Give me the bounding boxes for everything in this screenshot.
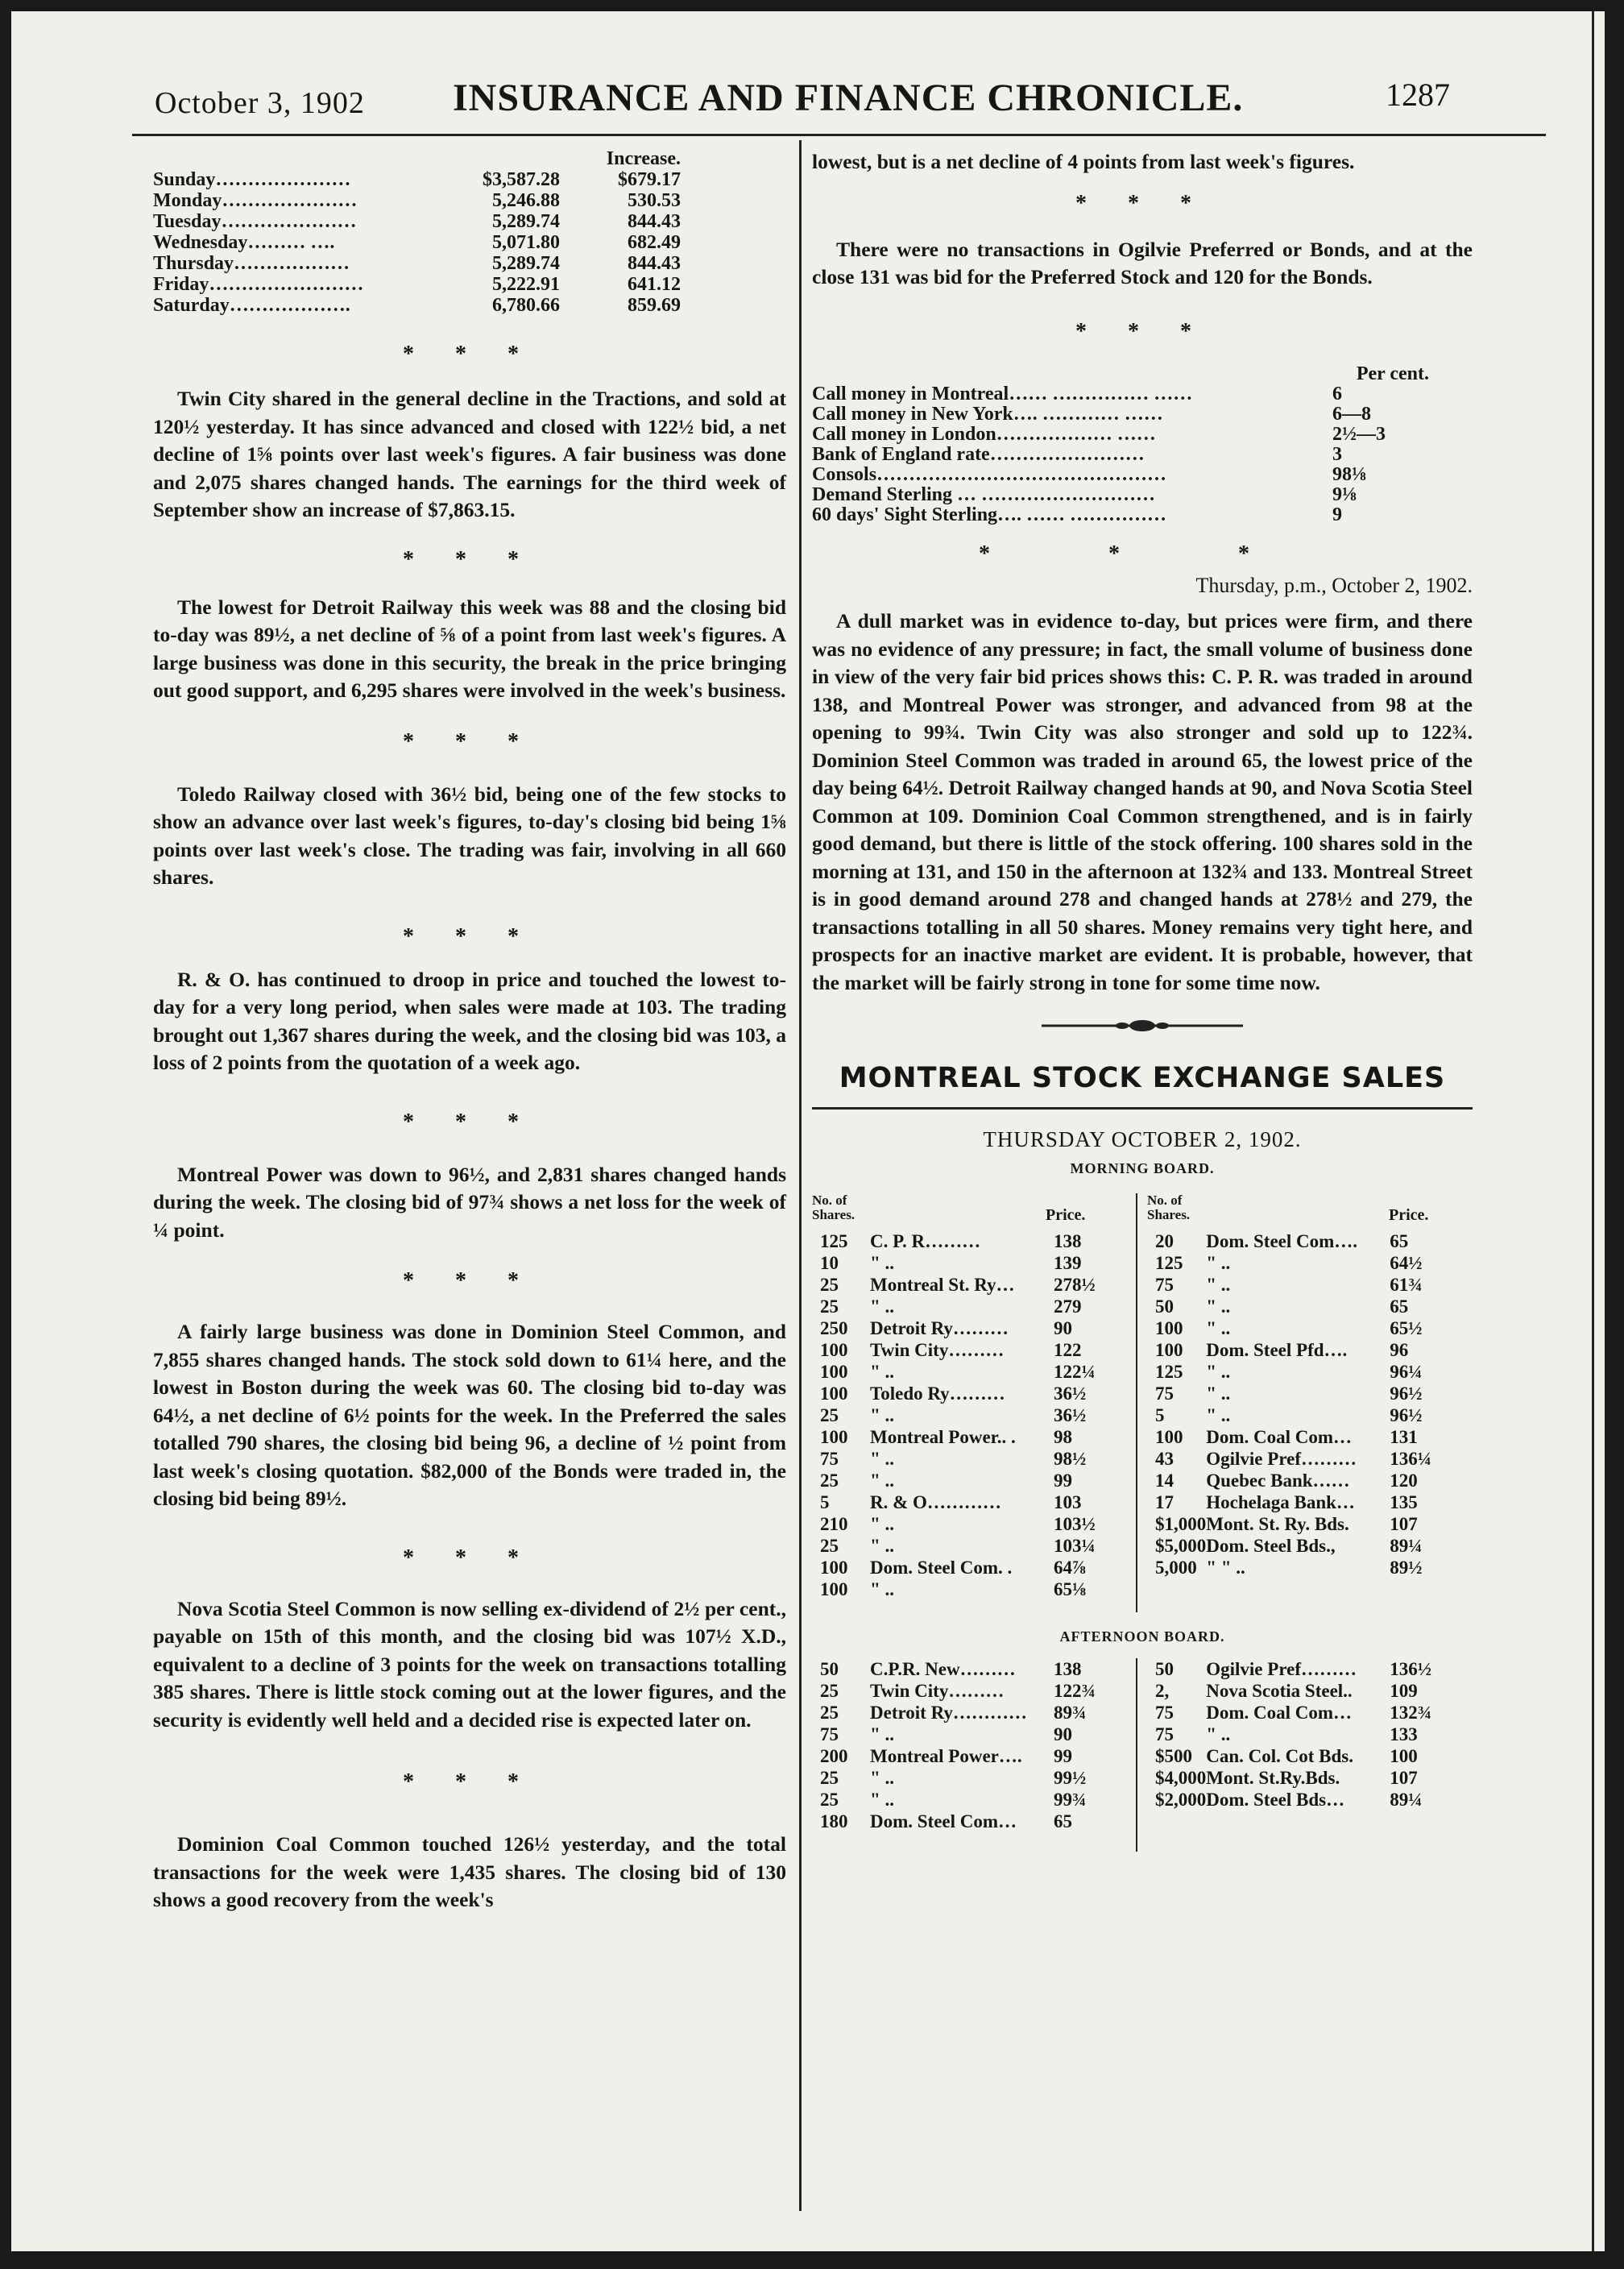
per-cent-header: Per cent.	[1356, 363, 1429, 384]
sale-row	[820, 1702, 1118, 1724]
sale-shares: 75	[1155, 1703, 1174, 1723]
sale-row	[820, 1767, 1118, 1789]
earnings-row: Friday…………………… 5,222.91 641.12	[153, 274, 681, 295]
rate-row: Demand Sterling … ……………………… 9⅛	[812, 483, 1357, 505]
sale-security: " ..	[870, 1470, 895, 1491]
sale-price: 122¼	[1054, 1362, 1096, 1382]
sale-shares: $5,000	[1155, 1536, 1207, 1556]
paragraph-detroit: The lowest for Detroit Railway this week was 88 and the closing bid to-day was 89½, a net decline of ⅝ of a point from last week's figures. A large business was done in this security, the break in the price bringing out good support, and 6,295 shares were involved in the week's business.	[153, 595, 786, 702]
section-divider: * * *	[1075, 318, 1209, 344]
sale-price: 96¼	[1390, 1362, 1423, 1382]
sale-security: Toledo Ry………	[870, 1383, 1005, 1404]
morning-right-sales	[1155, 1230, 1454, 1578]
newspaper-page	[11, 11, 1605, 2251]
sale-price: 64½	[1390, 1253, 1423, 1273]
sale-shares: 25	[820, 1681, 839, 1701]
sale-shares: 75	[1155, 1383, 1174, 1404]
sale-shares: 75	[1155, 1275, 1174, 1295]
sale-row	[1155, 1745, 1454, 1767]
paragraph-montreal-power: Montreal Power was down to 96½, and 2,831 shares changed hands during the week. The closing bid of 97¾ shows a net loss for the week of ¼ point.	[153, 1162, 786, 1242]
sale-price: 36½	[1054, 1405, 1087, 1425]
sale-security: " ..	[870, 1724, 895, 1744]
sale-row	[820, 1680, 1118, 1702]
sale-security: " ..	[870, 1362, 895, 1382]
sale-row	[1155, 1491, 1454, 1513]
sale-shares: 20	[1155, 1231, 1174, 1251]
sale-price: 65½	[1390, 1318, 1423, 1338]
sale-shares: 75	[820, 1724, 839, 1744]
sale-row	[820, 1448, 1118, 1470]
morning-left-sales	[820, 1230, 1118, 1600]
sale-row	[1155, 1252, 1454, 1274]
sale-row	[820, 1491, 1118, 1513]
sale-shares: 100	[1155, 1340, 1183, 1360]
sale-shares: 2,	[1155, 1681, 1170, 1701]
sale-row	[1155, 1426, 1454, 1448]
sale-price: 131	[1390, 1427, 1418, 1447]
sale-security: " ..	[1206, 1318, 1231, 1338]
sale-price: 98	[1054, 1427, 1072, 1447]
sale-security: " ..	[1206, 1362, 1231, 1382]
sale-shares: $500	[1155, 1746, 1192, 1766]
section-divider: * * *	[403, 1109, 536, 1134]
sale-price: 109	[1390, 1681, 1418, 1701]
sale-row	[820, 1230, 1118, 1252]
sale-row	[1155, 1535, 1454, 1557]
sale-security: " ..	[870, 1790, 895, 1810]
sale-price: 90	[1054, 1318, 1072, 1338]
morning-left-table	[812, 1193, 1110, 1222]
sale-price: 99	[1054, 1746, 1072, 1766]
paragraph-nova-scotia: Nova Scotia Steel Common is now selling ex-dividend of 2½ per cent., payable on 15th of this month, and the closing bid was 107½ X.D., equivalent to a decline of 3 points for the week on transactions totalling 385 shares. There is little stock coming out at the lower figures, and the security is evidently well held and a decided rise is expected later on.	[153, 1596, 786, 1732]
section-divider: * * *	[403, 1769, 536, 1794]
sale-shares: 100	[820, 1427, 848, 1447]
sale-row	[1155, 1361, 1454, 1383]
sale-price: 65	[1390, 1296, 1409, 1317]
afternoon-right-sales	[1155, 1658, 1454, 1811]
section-rule	[812, 1107, 1473, 1110]
sale-row	[820, 1361, 1118, 1383]
sale-row	[820, 1317, 1118, 1339]
earnings-row: Saturday………………. 6,780.66 859.69	[153, 295, 681, 316]
sale-row	[1155, 1557, 1454, 1578]
sale-price: 279	[1054, 1296, 1082, 1317]
sale-security: " ..	[1206, 1275, 1231, 1295]
sale-security: " ..	[1206, 1383, 1231, 1404]
header-rule	[132, 134, 1546, 136]
sales-divider	[1136, 1658, 1137, 1852]
rate-row: 60 days' Sight Sterling…. …… …………… 9	[812, 504, 1342, 525]
sale-price: 96½	[1390, 1383, 1423, 1404]
sale-shares: 5	[1155, 1405, 1165, 1425]
sale-row	[1155, 1789, 1454, 1811]
sale-price: 107	[1390, 1768, 1418, 1788]
sale-shares: 100	[820, 1383, 848, 1404]
sale-row	[1155, 1658, 1454, 1680]
sale-price: 65	[1054, 1811, 1072, 1831]
sale-shares: 25	[820, 1296, 839, 1317]
sale-price: 107	[1390, 1514, 1418, 1534]
sale-price: 90	[1054, 1724, 1072, 1744]
sale-security: " ..	[1206, 1296, 1231, 1317]
sale-shares: $1,000	[1155, 1514, 1207, 1534]
sale-row	[820, 1658, 1118, 1680]
sale-security: Mont. St. Ry. Bds.	[1206, 1514, 1349, 1534]
rates-header-row	[812, 364, 1429, 384]
sale-price: 138	[1054, 1231, 1082, 1251]
earnings-row: Thursday……………… 5,289.74 844.43	[153, 253, 681, 274]
paragraph-ogilvie: There were no transactions in Ogilvie Preferred or Bonds, and at the close 131 was bid for the Preferred Stock and 120 for the Bonds.	[812, 237, 1473, 288]
sale-price: 99¾	[1054, 1790, 1087, 1810]
sale-security: Twin City………	[870, 1340, 1005, 1360]
sale-price: 89¼	[1390, 1790, 1423, 1810]
sale-row	[820, 1296, 1118, 1317]
sale-price: 96	[1390, 1340, 1409, 1360]
money-rates-table	[812, 364, 1429, 525]
sale-security: " ..	[870, 1514, 895, 1534]
morning-board	[812, 1193, 1473, 1612]
sale-shares: $4,000	[1155, 1768, 1207, 1788]
sale-shares: 125	[1155, 1253, 1183, 1273]
sale-shares: 180	[820, 1811, 848, 1831]
paragraph-continuation: lowest, but is a net decline of 4 points from last week's figures.	[812, 150, 1355, 173]
sale-price: 65⅛	[1054, 1579, 1087, 1599]
issue-date: October 3, 1902	[155, 86, 365, 120]
sale-shares: 250	[820, 1318, 848, 1338]
sale-shares: 5	[820, 1492, 830, 1512]
sale-security: Mont. St.Ry.Bds.	[1206, 1768, 1340, 1788]
sale-security: Ogilvie Pref………	[1206, 1659, 1357, 1679]
sale-row	[1155, 1404, 1454, 1426]
earnings-row: Monday………………… 5,246.88 530.53	[153, 190, 681, 211]
sale-price: 278½	[1054, 1275, 1096, 1295]
paragraph-dominion-coal: Dominion Coal Common touched 126½ yesterday, and the total transactions for the week were 1,435 shares. The closing bid of 130 shows a good recovery from the week's	[153, 1832, 786, 1911]
section-divider: * * *	[979, 541, 1306, 566]
sale-row	[1155, 1513, 1454, 1535]
sale-row	[820, 1274, 1118, 1296]
sale-shares: 100	[820, 1362, 848, 1382]
sale-security: " ..	[870, 1579, 895, 1599]
page-edge	[1592, 11, 1594, 2251]
sale-security: Hochelaga Bank…	[1206, 1492, 1355, 1512]
sale-security: Can. Col. Cot Bds.	[1206, 1746, 1354, 1766]
sale-row	[1155, 1339, 1454, 1361]
sale-shares: 100	[820, 1340, 848, 1360]
sale-row	[820, 1339, 1118, 1361]
section-divider: * * *	[403, 923, 536, 949]
afternoon-left-sales	[820, 1658, 1118, 1832]
paragraph-market-summary: A dull market was in evidence to-day, but prices were firm, and there was no evidence of any pressure; in fact, the small volume of business done in view of the very fair bid prices shows this: C. P. R. was traded in around 138, and Montreal Power was stronger, and advanced from 98 at the opening to 99¾. Twin City was also stronger and sold up to 122¾. Dominion Steel Common was traded in around 65, the lowest price of the day being 64½. Detroit Railway changed hands at 90, and Nova Scotia Steel Common at 109. Dominion Coal Common strengthened, and is in fairly good demand, but there is little of the stock offering. 100 shares sold in the morning at 131, and 150 in the afternoon at 132¾ and 133. Montreal Street is in good demand around 278 and changed hands at 278½ and 279, the transactions totalling in all 50 shares. Money remains very tight here, and prospects for an inactive market are evident. It is probable, however, that the market will be fairly strong in tone for some time now.	[812, 609, 1473, 994]
sale-security: Dom. Steel Com. .	[870, 1558, 1013, 1578]
sale-row	[820, 1404, 1118, 1426]
earnings-row: Sunday………………… $3,587.28 $679.17	[153, 169, 681, 190]
daily-earnings-table	[153, 148, 681, 316]
rate-row: Bank of England rate…………………… 3	[812, 443, 1342, 465]
sale-price: 61¾	[1390, 1275, 1423, 1295]
sale-security: Detroit Ry………	[870, 1318, 1009, 1338]
sale-shares: 25	[820, 1536, 839, 1556]
sale-shares: 25	[820, 1470, 839, 1491]
sale-security: " ..	[870, 1768, 895, 1788]
sale-price: 36½	[1054, 1383, 1087, 1404]
sale-security: Dom. Steel Bds.,	[1206, 1536, 1336, 1556]
sale-security: Twin City………	[870, 1681, 1005, 1701]
sale-price: 89¼	[1390, 1536, 1423, 1556]
sale-shares: $2,000	[1155, 1790, 1207, 1810]
sale-price: 138	[1054, 1659, 1082, 1679]
earnings-row: Wednesday……… …. 5,071.80 682.49	[153, 232, 681, 253]
paragraph-dominion-steel: A fairly large business was done in Dominion Steel Common, and 7,855 shares changed hands. The stock sold down to 61¼ here, and the lowest in Boston during the week was 60. The closing bid to-day was 64½, a net decline of 6½ points for the week. In the Preferred the sales totalled 790 shares, the closing bid being 96, a decline of ½ point from last week's closing quotation. $82,000 of the Bonds were traded in, the closing bid being 89½.	[153, 1320, 786, 1510]
sale-price: 99	[1054, 1470, 1072, 1491]
sale-row	[820, 1383, 1118, 1404]
sale-price: 100	[1390, 1746, 1418, 1766]
rate-row: Call money in New York…. ………… …… 6—8	[812, 403, 1371, 425]
sale-security: R. & O…………	[870, 1492, 1001, 1512]
sale-security: Detroit Ry…………	[870, 1703, 1027, 1723]
sale-security: " ..	[870, 1296, 895, 1317]
section-divider: * * *	[403, 728, 536, 754]
sale-security: Ogilvie Pref………	[1206, 1449, 1357, 1469]
sale-price: 122	[1054, 1340, 1082, 1360]
sale-shares: 25	[820, 1768, 839, 1788]
sale-shares: 50	[1155, 1296, 1174, 1317]
sale-row	[820, 1470, 1118, 1491]
sale-row	[820, 1745, 1118, 1767]
sale-shares: 10	[820, 1253, 839, 1273]
morning-right-table-header	[1147, 1193, 1453, 1222]
sale-security: Dom. Steel Pfd….	[1206, 1340, 1348, 1360]
sale-security: " ..	[870, 1536, 895, 1556]
sale-row	[1155, 1317, 1454, 1339]
sale-row	[1155, 1274, 1454, 1296]
sale-row	[820, 1426, 1118, 1448]
sales-header-row: No. of Shares. Price.	[1147, 1193, 1429, 1224]
sale-price: 89½	[1390, 1558, 1423, 1578]
sale-row	[820, 1252, 1118, 1274]
sale-row	[820, 1724, 1118, 1745]
sale-security: " ..	[870, 1405, 895, 1425]
sale-price: 136¼	[1390, 1449, 1431, 1469]
sale-shares: 100	[1155, 1427, 1183, 1447]
sale-price: 98½	[1054, 1449, 1087, 1469]
afternoon-board	[812, 1658, 1473, 1852]
section-divider: * * *	[403, 546, 536, 572]
sale-shares: 25	[820, 1703, 839, 1723]
sale-row	[1155, 1767, 1454, 1789]
sale-row	[1155, 1383, 1454, 1404]
sale-shares: 100	[820, 1558, 848, 1578]
sale-shares: 100	[1155, 1318, 1183, 1338]
sale-row	[820, 1578, 1118, 1600]
sale-price: 132¾	[1390, 1703, 1431, 1723]
sale-shares: 75	[1155, 1724, 1174, 1744]
sale-row	[1155, 1702, 1454, 1724]
rate-row: Consols……………………………………… 98⅛	[812, 463, 1366, 485]
sale-security: C.P.R. New………	[870, 1659, 1016, 1679]
column-rule	[799, 140, 802, 2211]
sale-security: C. P. R………	[870, 1231, 981, 1251]
sale-row	[1155, 1470, 1454, 1491]
sale-shares: 125	[1155, 1362, 1183, 1382]
sale-price: 103	[1054, 1492, 1082, 1512]
sale-shares: 75	[820, 1449, 839, 1469]
sale-shares: 14	[1155, 1470, 1174, 1491]
sale-row	[820, 1513, 1118, 1535]
sale-shares: 5,000	[1155, 1558, 1197, 1578]
sale-security: " ..	[1206, 1724, 1231, 1744]
sale-shares: 125	[820, 1231, 848, 1251]
sale-price: 122¾	[1054, 1681, 1096, 1701]
sale-shares: 43	[1155, 1449, 1174, 1469]
sale-price: 89¾	[1054, 1703, 1087, 1723]
sale-price: 133	[1390, 1724, 1418, 1744]
section-divider: * * *	[403, 1268, 536, 1293]
sale-security: Nova Scotia Steel..	[1206, 1681, 1353, 1701]
sale-shares: 100	[820, 1579, 848, 1599]
afternoon-board-label: AFTERNOON BOARD.	[1059, 1628, 1225, 1645]
section-divider: * * *	[403, 1545, 536, 1570]
flourish-ornament-icon	[1042, 1018, 1243, 1034]
paragraph-r-and-o: R. & O. has continued to droop in price and touched the lowest to-day for a very long period, when sales were made at 103. The trading brought out 1,367 shares during the week, and the closing bid was 103, a loss of 2 points from the quotation of a week ago.	[153, 967, 786, 1074]
ornamental-flourish	[812, 1018, 1473, 1038]
sale-row	[820, 1811, 1118, 1832]
sale-price: 99½	[1054, 1768, 1087, 1788]
sale-row	[1155, 1230, 1454, 1252]
earnings-row: Tuesday………………… 5,289.74 844.43	[153, 211, 681, 232]
sale-row	[1155, 1296, 1454, 1317]
sale-shares: 17	[1155, 1492, 1174, 1512]
sale-price: 120	[1390, 1470, 1418, 1491]
sale-security: Dom. Steel Com….	[1206, 1231, 1358, 1251]
sale-security: Quebec Bank……	[1206, 1470, 1350, 1491]
section-divider: * * *	[1075, 190, 1209, 216]
sale-security: " ..	[1206, 1405, 1231, 1425]
rate-row: Call money in London……………… …… 2½—3	[812, 423, 1386, 445]
sales-divider	[1136, 1193, 1137, 1612]
increase-header: Increase.	[606, 148, 681, 169]
sales-date: THURSDAY OCTOBER 2, 1902.	[983, 1127, 1302, 1151]
sale-security: Dom. Steel Bds…	[1206, 1790, 1345, 1810]
sale-row	[1155, 1448, 1454, 1470]
sale-row	[1155, 1680, 1454, 1702]
sale-shares: 25	[820, 1790, 839, 1810]
publication-title: INSURANCE AND FINANCE CHRONICLE.	[453, 77, 1244, 119]
sale-shares: 210	[820, 1514, 848, 1534]
sales-header-row: No. of Shares. Price.	[812, 1193, 1086, 1224]
rate-row: Call money in Montreal…… …………… …… 6	[812, 383, 1342, 404]
sale-row	[820, 1789, 1118, 1811]
stock-exchange-sales-title: MONTREAL STOCK EXCHANGE SALES	[839, 1062, 1446, 1094]
sale-security: " ..	[870, 1253, 895, 1273]
sale-price: 103¼	[1054, 1536, 1096, 1556]
sale-security: " ..	[870, 1449, 895, 1469]
sale-row	[820, 1535, 1118, 1557]
section-divider: * * *	[403, 342, 536, 367]
sale-price: 64⅞	[1054, 1558, 1087, 1578]
market-dateline: Thursday, p.m., October 2, 1902.	[1195, 573, 1473, 597]
sale-price: 103½	[1054, 1514, 1096, 1534]
sale-row	[820, 1557, 1118, 1578]
sale-security: Dom. Coal Com…	[1206, 1427, 1353, 1447]
right-column	[812, 148, 1473, 1852]
sale-security: " ..	[1206, 1253, 1231, 1273]
sale-security: Dom. Coal Com…	[1206, 1703, 1353, 1723]
morning-board-label: MORNING BOARD.	[1070, 1160, 1215, 1176]
page-number: 1287	[1386, 77, 1450, 113]
sale-row	[1155, 1724, 1454, 1745]
sale-security: Montreal Power.. .	[870, 1427, 1016, 1447]
sale-shares: 25	[820, 1275, 839, 1295]
paragraph-twin-city: Twin City shared in the general decline in the Tractions, and sold at 120½ yesterday. It has since advanced and closed with 122½ bid, a net decline of 1⅝ points over last week's figures. A fair business was done and 2,075 shares changed hands. The earnings for the third week of September show an increase of $7,863.15.	[153, 387, 786, 521]
sale-security: Montreal St. Ry…	[870, 1275, 1015, 1295]
earnings-header-row	[153, 148, 681, 169]
left-column	[153, 148, 786, 1914]
sale-shares: 50	[1155, 1659, 1174, 1679]
sale-shares: 50	[820, 1659, 839, 1679]
sale-price: 65	[1390, 1231, 1409, 1251]
sale-security: " " ..	[1206, 1558, 1245, 1578]
sale-shares: 25	[820, 1405, 839, 1425]
paragraph-toledo: Toledo Railway closed with 36½ bid, being one of the few stocks to show an advance over last week's figures, to-day's closing bid being 1⅝ points over last week's close. The trading was fair, involving in all 660 shares.	[153, 782, 786, 889]
sale-price: 139	[1054, 1253, 1082, 1273]
sale-security: Montreal Power….	[870, 1746, 1022, 1766]
sale-price: 136½	[1390, 1659, 1431, 1679]
sale-price: 96½	[1390, 1405, 1423, 1425]
sale-security: Dom. Steel Com…	[870, 1811, 1017, 1831]
sale-price: 135	[1390, 1492, 1418, 1512]
sale-shares: 200	[820, 1746, 848, 1766]
